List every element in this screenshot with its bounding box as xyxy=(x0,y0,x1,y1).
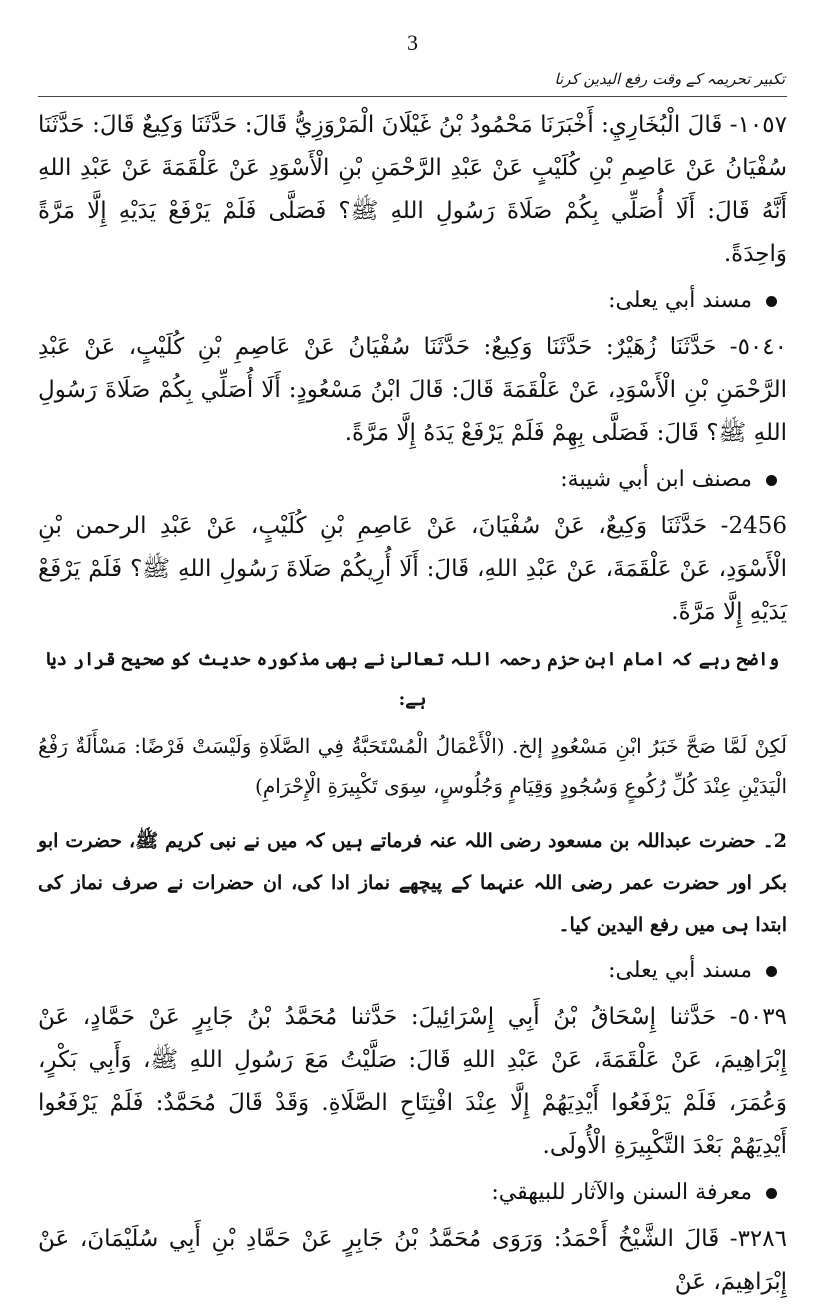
quote-ibn-hazm: لَكِنْ لَمَّا صَحَّ خَبَرُ ابْنِ مَسْعُودٍ إلخ. (الْأَعْمَالُ الْمُسْتَحَبَّةُ فِي الصَّلَاةِ وَلَيْسَتْ فَرْضًا: مَسْأَلَةٌ رَفْعُ الْيَدَيْنِ عِنْدَ كُلِّ رُكُوعٍ وَسُجُودٍ وَقِيَامٍ وَجُلُوسٍ، سِوَى تَكْبِيرَةِ الْإِحْرَامِ) xyxy=(38,734,787,798)
section-heading-label: معرفة السنن والآثار للبيهقي: xyxy=(491,1180,752,1205)
hadith-bukhari-1057: ١٠٥٧- قَالَ الْبُخَارِيِ: أَخْبَرَنَا مَحْمُودُ بْنُ غَيْلَانَ الْمَرْوَزِيُّ قَالَ: حَدَّثَنَا وَكِيعٌ قَالَ: حَدَّثَنَا سُفْيَانُ عَنْ عَاصِمِ بْنِ كُلَيْبٍ عَنْ عَبْدِ الرَّحْمَنِ بْنِ الْأَسْوَدِ عَنْ عَلْقَمَةَ عَنْ عَبْدِ اللهِ أَنَّهُ قَالَ: أَلَا أُصَلِّي بِكُمْ صَلَاةَ رَسُولِ اللهِ ﷺ؟ فَصَلَّى فَلَمْ يَرْفَعْ يَدَيْهِ إِلَّا مَرَّةً وَاحِدَةً. xyxy=(38,112,787,267)
section-heading-label: مسند أبي يعلى: xyxy=(608,958,752,983)
section-heading-label: مسند أبي يعلى: xyxy=(608,288,752,313)
urdu-narration-2: 2۔ حضرت عبداللہ بن مسعود رضی اللہ عنہ فرماتے ہیں کہ میں نے نبی کریم ﷺ، حضرت ابو بکر اور حضرت عمر رضی اللہ عنہما کے پیچھے نماز ادا کی، ان حضرات نے صرف نماز کی ابتدا ہی میں رفع الیدین کیا۔ xyxy=(38,830,787,936)
hadith-abi-yala-5039: ٥٠٣٩- حَدَّثنا إِسْحَاقُ بْنُ أَبِي إِسْرَائِيلَ: حَدَّثنا مُحَمَّدُ بْنُ جَابِرٍ عَنْ حَمَّادٍ، عَنْ إِبْرَاهِيمَ، عَنْ عَلْقَمَةَ، عَنْ عَبْدِ اللهِ قَالَ: صَلَّيْتُ مَعَ رَسُولِ اللهِ ﷺ، وَأَبِي بَكْرٍ، وَعُمَرَ، فَلَمْ يَرْفَعُوا أَيْدِيَهُمْ إِلَّا عِنْدَ افْتِتَاحِ الصَّلَاةِ. وَقَدْ قَالَ مُحَمَّدٌ: فَلَمْ يَرْفَعُوا أَيْدِيَهُمْ بَعْدَ التَّكْبِيرَةِ الْأُولَى. xyxy=(38,1004,787,1159)
header-rule xyxy=(38,96,787,97)
urdu-note-ibn-hazm: واضح رہے کہ امام ابن حزم رحمہ اللہ تعالیٰ نے بھی مذکورہ حدیث کو صحیح قرار دیا ہے: xyxy=(45,649,780,710)
bullet-icon xyxy=(766,296,777,307)
section-heading-marifat-al-sunan xyxy=(38,1172,787,1214)
bullet-icon xyxy=(766,475,777,486)
bullet-icon xyxy=(766,1188,777,1199)
bullet-icon xyxy=(766,966,777,977)
page-body xyxy=(38,104,787,1304)
section-heading-musnad-abi-yala xyxy=(38,280,787,322)
running-header: تکبیر تحریمہ کے وقت رفع الیدین کرنا xyxy=(554,70,785,88)
hadith-bayhaqi-3286: ٣٢٨٦- قَالَ الشَّيْخُ أَحْمَدُ: وَرَوَى مُحَمَّدُ بْنُ جَابِرٍ عَنْ حَمَّادِ بْنِ أَبِي سُلَيْمَانَ، عَنْ إِبْرَاهِيمَ، عَنْ xyxy=(38,1226,787,1295)
section-heading-musannaf-ibn-abi-shaybah xyxy=(38,459,787,501)
page-number: 3 xyxy=(407,30,418,55)
hadith-ibn-abi-shaybah-2456: 2456- حَدَّثَنَا وَكِيعٌ، عَنْ سُفْيَانَ، عَنْ عَاصِمِ بْنِ كُلَيْبٍ، عَنْ عَبْدِ الرحمن بْنِ الْأَسْوَدِ، عَنْ عَلْقَمَةَ، عَنْ عَبْدِ اللهِ، قَالَ: أَلَا أُرِيكُمْ صَلَاةَ رَسُولِ اللهِ ﷺ؟ فَلَمْ يَرْفَعْ يَدَيْهِ إِلَّا مَرَّةً. xyxy=(38,513,787,625)
section-heading-label: مصنف ابن أبي شيبة: xyxy=(560,467,752,492)
hadith-abi-yala-5040: ٥٠٤٠- حَدَّثَنَا زُهَيْرٌ: حَدَّثَنَا وَكِيعٌ: حَدَّثَنَا سُفْيَانُ عَنْ عَاصِمِ بْنِ كُلَيْبٍ، عَنْ عَبْدِ الرَّحْمَنِ بْنِ الْأَسْوَدِ، عَنْ عَلْقَمَةَ قَالَ: قَالَ ابْنُ مَسْعُودٍ: أَلَا أُصَلِّي بِكُمْ صَلَاةَ رَسُولِ اللهِ ﷺ؟ قَالَ: فَصَلَّى بِهِمْ فَلَمْ يَرْفَعْ يَدَهُ إِلَّا مَرَّةً. xyxy=(38,334,787,446)
section-heading-musnad-abi-yala-2 xyxy=(38,950,787,992)
